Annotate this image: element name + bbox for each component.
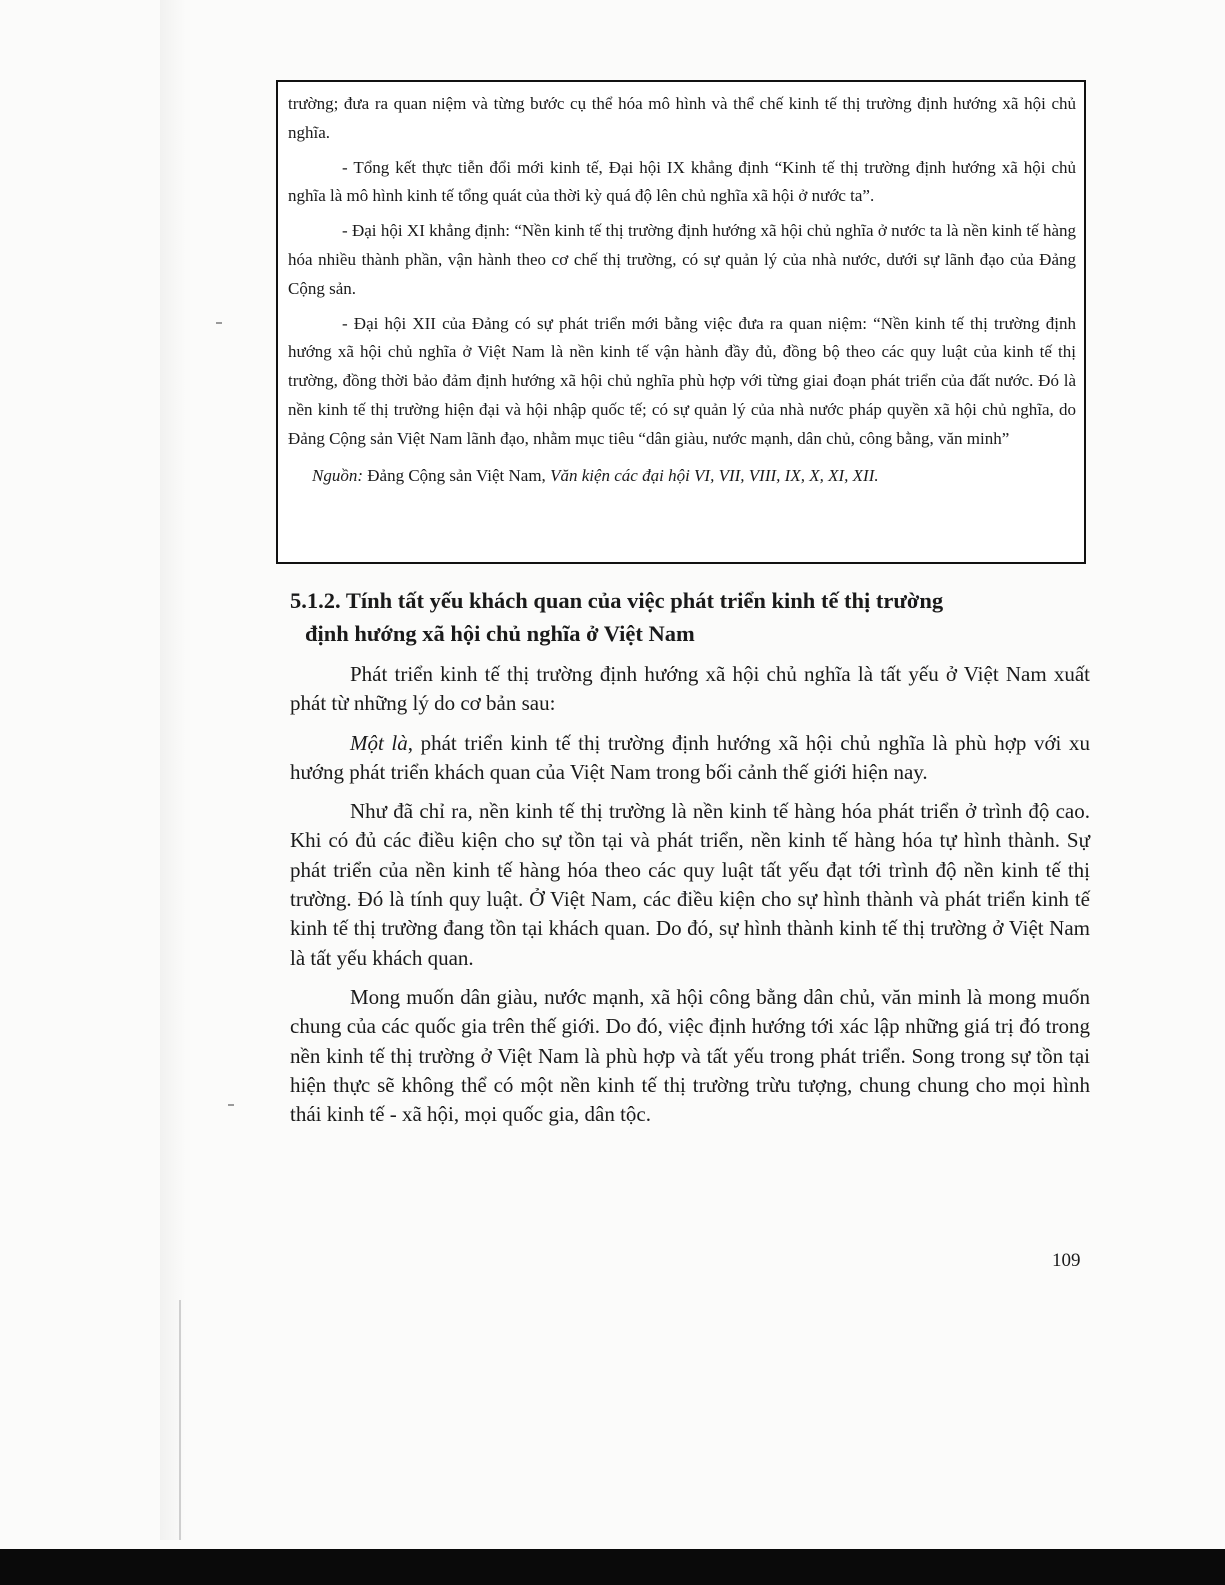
source-label: Nguồn: [312, 465, 363, 485]
scan-speck [216, 322, 222, 324]
body-paragraph: Mong muốn dân giàu, nước mạnh, xã hội công bằng dân chủ, văn minh là mong muốn chung của các quốc gia trên thế giới. Do đó, việc định hướng tới xác lập những giá trị đó trong nền kinh tế thị trường ở Việt Nam là phù hợp và tất yếu trong phát triển. Song trong sự tồn tại hiện thực sẽ không thể có một nền kinh tế thị trường trừu tượng, chung chung cho mọi hình thái kinh tế - xã hội, mọi quốc gia, dân tộc. [290, 984, 1090, 1127]
section-heading [290, 584, 1090, 650]
scan-bottom-edge [0, 1549, 1225, 1585]
body-paragraph [290, 729, 1090, 788]
section-heading-line2: định hướng xã hội chủ nghĩa ở Việt Nam [305, 621, 695, 646]
body-text [290, 660, 1090, 1139]
source-org: Đảng Cộng sản Việt Nam, [363, 465, 551, 485]
page-number: 109 [1052, 1250, 1081, 1271]
body-paragraph: Như đã chỉ ra, nền kinh tế thị trường là nền kinh tế hàng hóa phát triển ở trình độ cao. Khi có đủ các điều kiện cho sự tồn tại và phát triển, nền kinh tế hàng hóa tự hình thành. Sự phát triển của nền kinh tế hàng hóa theo các quy luật tất yếu đạt tới trình độ nền kinh tế thị trường. Đó là tính quy luật. Ở Việt Nam, các điều kiện cho sự hình thành và phát triển kinh tế kinh tế thị trường đang tồn tại khách quan. Do đó, sự hình thành kinh tế thị trường ở Việt Nam là tất yếu khách quan. [290, 799, 1090, 970]
scan-speck [228, 1104, 234, 1106]
box-paragraph: - Tổng kết thực tiễn đổi mới kinh tế, Đại hội IX khẳng định “Kinh tế thị trường định hướng xã hội chủ nghĩa là mô hình kinh tế tổng quát của thời kỳ quá độ lên chủ nghĩa xã hội ở nước ta”. [288, 157, 1076, 206]
body-lead-phrase: Một là [350, 730, 408, 755]
section-heading-line1: 5.1.2. Tính tất yếu khách quan của việc phát triển kinh tế thị trường [290, 588, 944, 613]
box-paragraph: - Đại hội XI khẳng định: “Nền kinh tế thị trường định hướng xã hội chủ nghĩa ở nước ta là nền kinh tế hàng hóa nhiều thành phần, vận hành theo cơ chế thị trường, có sự quản lý của nhà nước, dưới sự lãnh đạo của Đảng Cộng sản. [288, 221, 1076, 298]
box-paragraph: - Đại hội XII của Đảng có sự phát triển mới bằng việc đưa ra quan niệm: “Nền kinh tế thị trường định hướng xã hội chủ nghĩa ở Việt Nam là nền kinh tế vận hành đầy đủ, đồng bộ theo các quy luật của kinh tế thị trường, đồng thời bảo đảm định hướng xã hội chủ nghĩa phù hợp với từng giai đoạn phát triển của đất nước. Đó là nền kinh tế thị trường hiện đại và hội nhập quốc tế; có sự quản lý của nhà nước pháp quyền xã hội chủ nghĩa, do Đảng Cộng sản Việt Nam lãnh đạo, nhằm mục tiêu “dân giàu, nước mạnh, dân chủ, công bằng, văn minh” [288, 313, 1076, 448]
body-paragraph: Phát triển kinh tế thị trường định hướng xã hội chủ nghĩa là tất yếu ở Việt Nam xuất phát từ những lý do cơ bản sau: [290, 662, 1090, 716]
body-paragraph-rest: , phát triển kinh tế thị trường định hướng xã hội chủ nghĩa là phù hợp với xu hướng phát triển khách quan của Việt Nam trong bối cảnh thế giới hiện nay. [290, 730, 1090, 784]
quote-box [276, 80, 1086, 564]
box-paragraph: trường; đưa ra quan niệm và từng bước cụ thể hóa mô hình và thể chế kinh tế thị trường định hướng xã hội chủ nghĩa. [288, 94, 1076, 142]
box-source [288, 462, 1076, 491]
binding-shadow [160, 0, 186, 1540]
source-title: Văn kiện các đại hội VI, VII, VIII, IX, X, XI, XII. [550, 465, 879, 485]
binding-line [179, 1300, 181, 1540]
